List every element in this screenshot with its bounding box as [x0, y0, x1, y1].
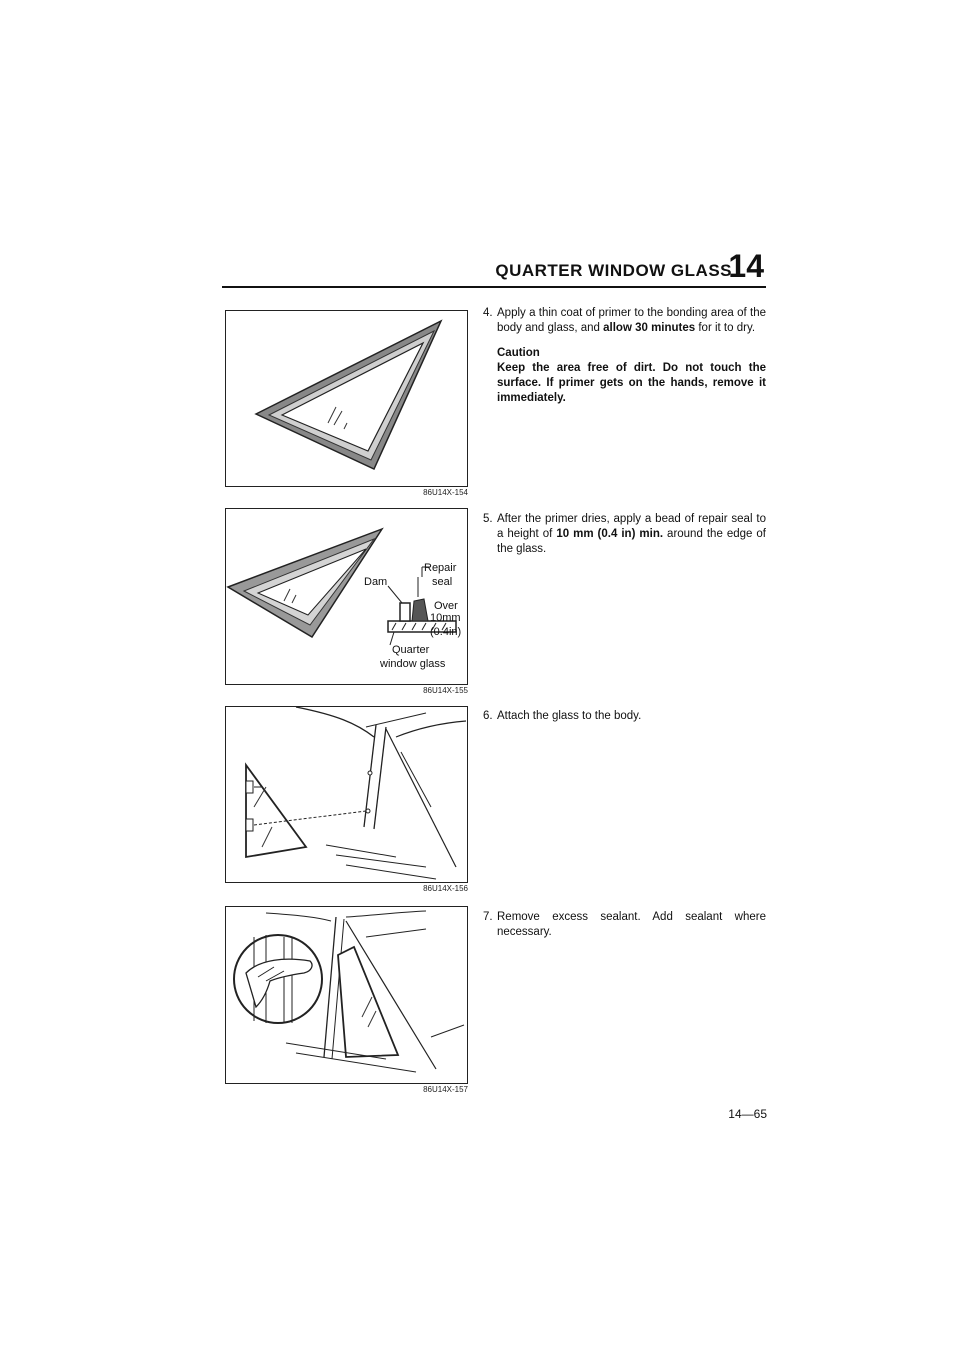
step-text: Apply a thin coat of primer to the bonding area of the body and glass, and allow 30 minutes for it to dry. — [497, 307, 766, 334]
step-text: After the primer dries, apply a bead of repair seal to a height of 10 mm (0.4 in) min. around the edge of the glass. — [497, 513, 767, 555]
figure-primer-glass — [225, 310, 468, 487]
step-4 — [483, 306, 766, 406]
page-number: 14—65 — [728, 1107, 767, 1121]
step-number: 7. — [483, 911, 493, 923]
step-text: Remove excess sealant. Add sealant where necessary. — [497, 911, 766, 938]
step-7 — [483, 910, 766, 940]
label-seal: seal — [432, 576, 453, 588]
caution-text: Keep the area free of dirt. Do not touch the surface. If primer gets on the hands, remove it immediately. — [497, 362, 766, 404]
step-6 — [483, 709, 766, 724]
remove-sealant-illustration — [226, 907, 469, 1085]
label-window-glass: window glass — [380, 658, 446, 670]
caution-block — [497, 346, 766, 406]
repair-seal-cross-section — [226, 509, 469, 686]
figure-code: 86U14X-156 — [423, 884, 468, 893]
label-10mm: 10mm — [430, 612, 461, 624]
page-header — [222, 248, 766, 288]
figure-code: 86U14X-155 — [423, 686, 468, 695]
figure-repair-seal — [225, 508, 468, 685]
step-number: 6. — [483, 710, 493, 722]
label-0-4in: (0.4in) — [430, 626, 462, 638]
label-over: Over — [434, 600, 458, 612]
step-5 — [483, 512, 766, 557]
step-number: 5. — [483, 513, 493, 525]
caution-title: Caution — [497, 347, 540, 359]
quarter-glass-illustration — [226, 311, 469, 488]
attach-glass-illustration — [226, 707, 469, 884]
label-dam: Dam — [364, 576, 388, 588]
section-title: QUARTER WINDOW GLASS — [495, 261, 732, 280]
figure-remove-sealant — [225, 906, 468, 1084]
step-text: Attach the glass to the body. — [497, 710, 642, 722]
figure-code: 86U14X-157 — [423, 1085, 468, 1094]
chapter-number: 14 — [728, 248, 764, 284]
label-quarter: Quarter — [392, 644, 430, 656]
figure-attach-glass — [225, 706, 468, 883]
label-repair: Repair — [424, 562, 457, 574]
step-number: 4. — [483, 307, 493, 319]
figure-code: 86U14X-154 — [423, 488, 468, 497]
